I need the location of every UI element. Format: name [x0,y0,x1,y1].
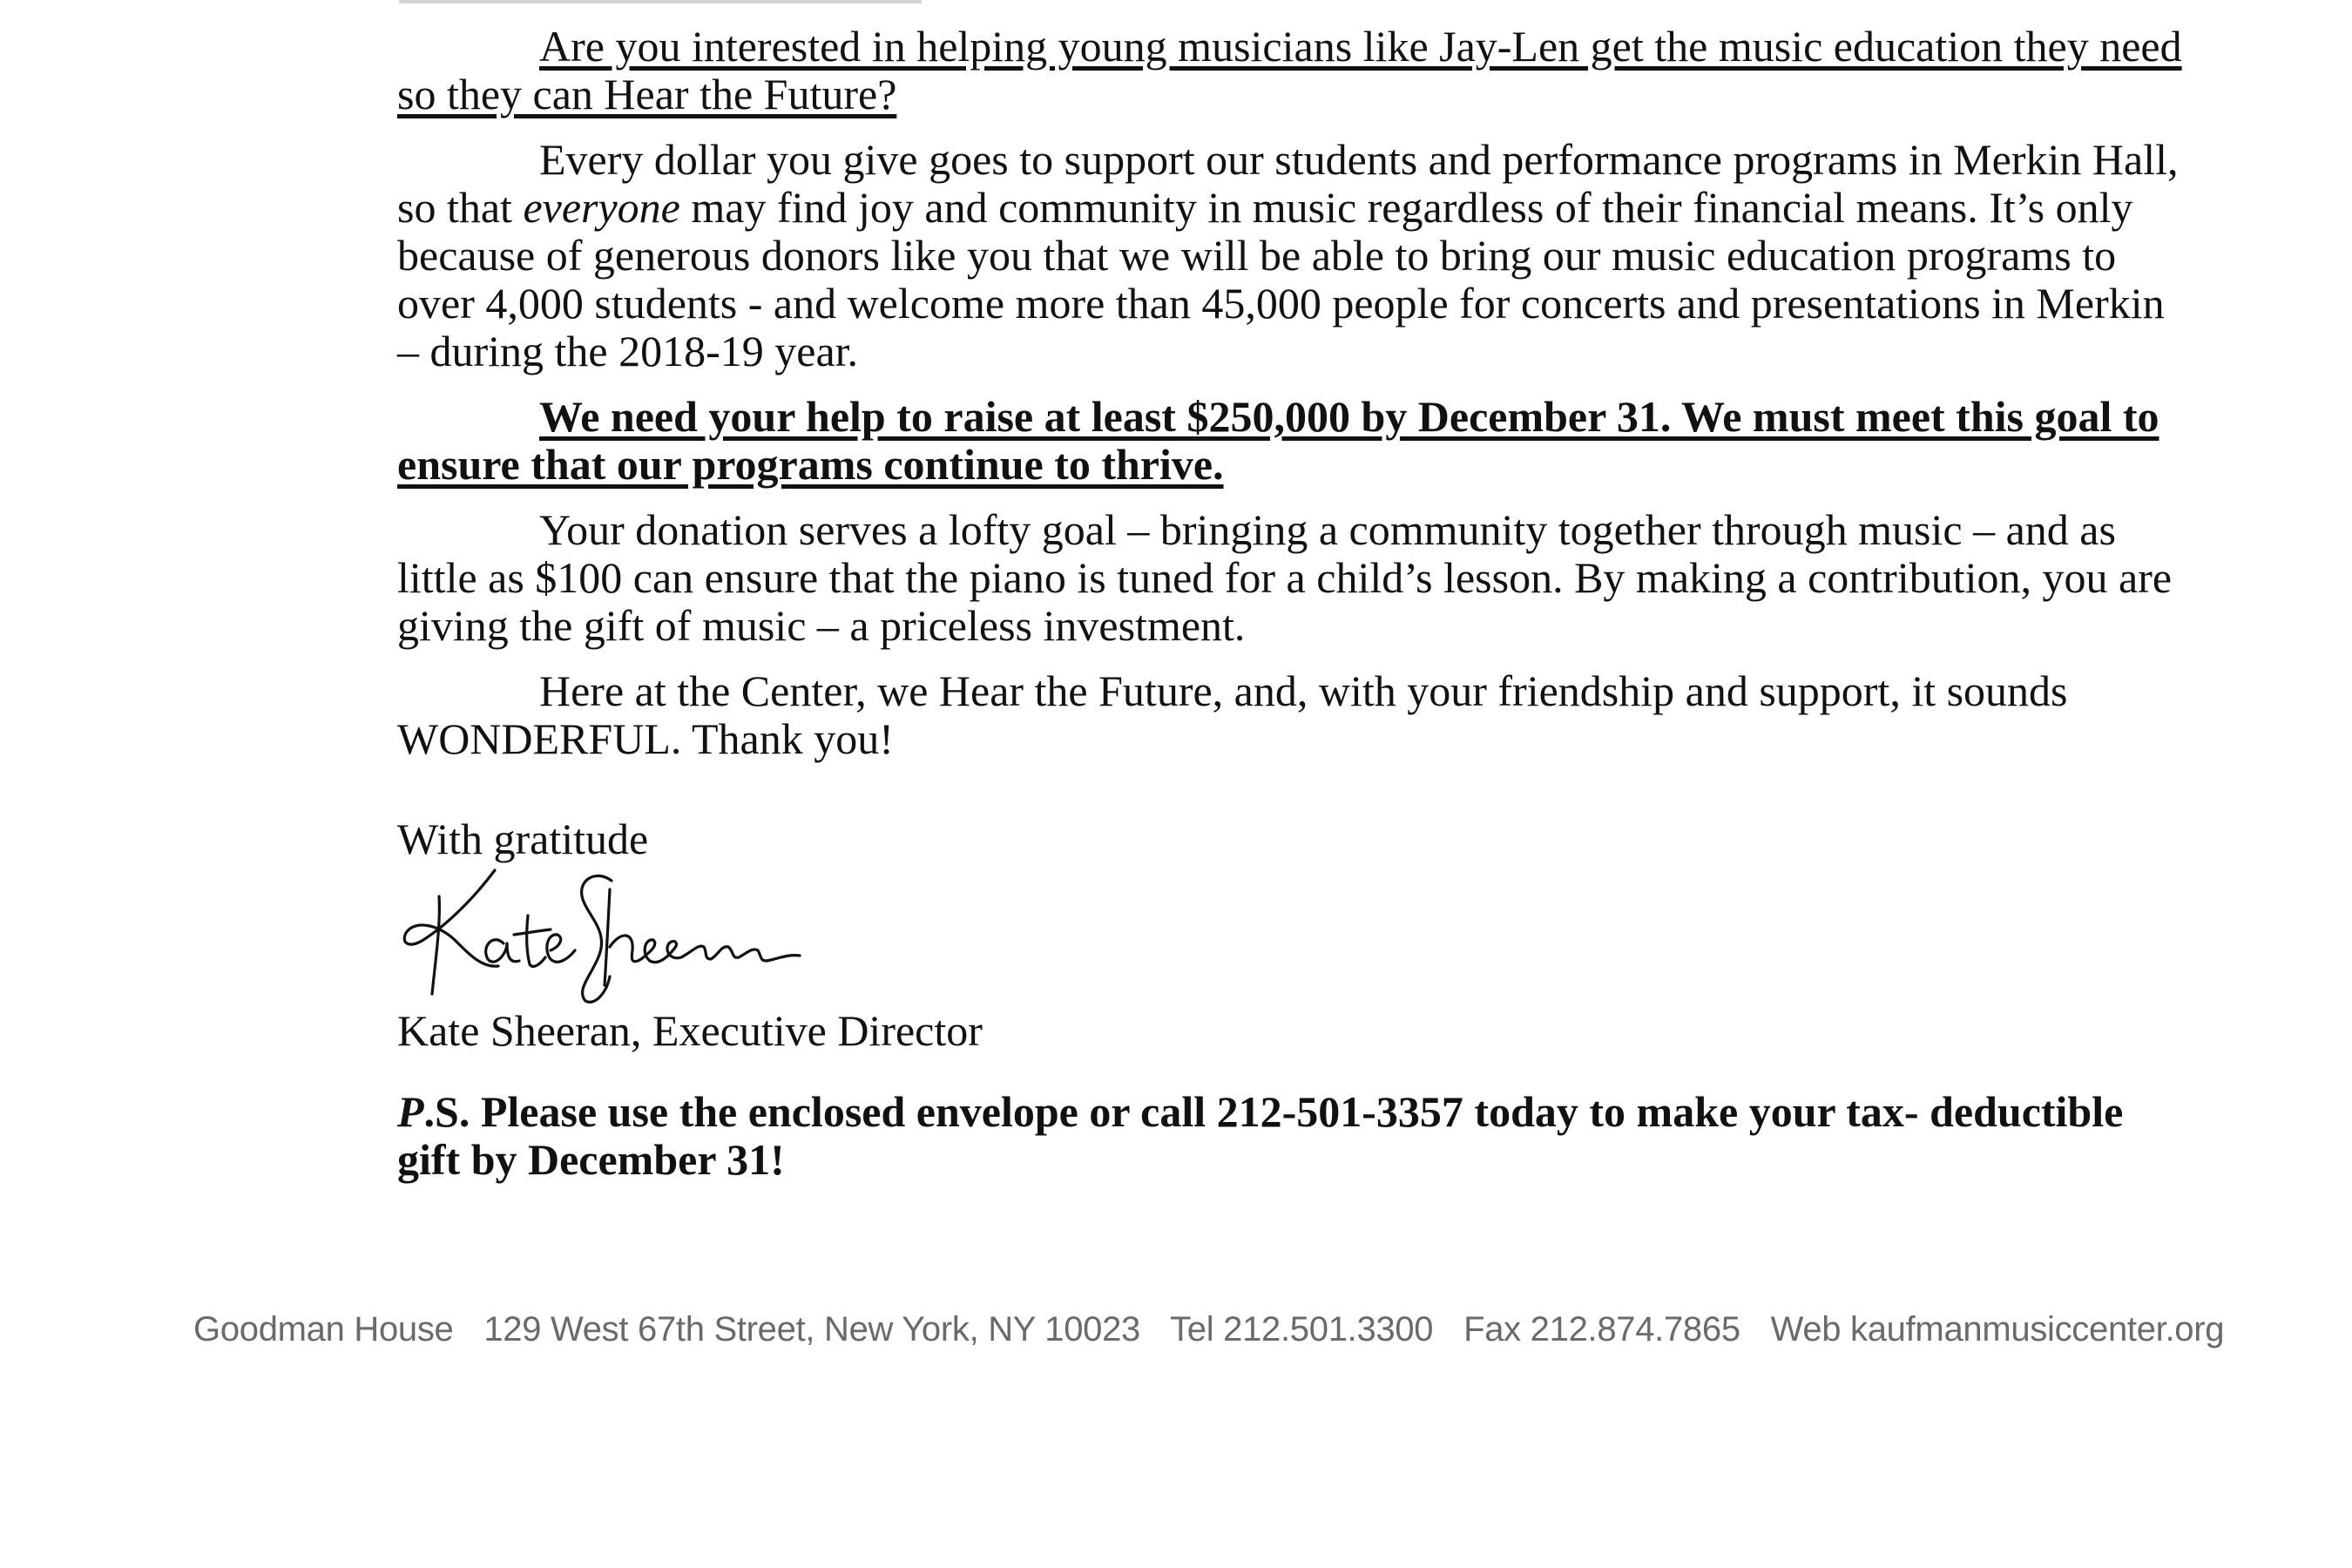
paragraph-intro: Are you interested in helping young musicians like Jay-Len get the music education they need so they can Hear the Future? [397,22,2182,118]
postscript [397,1088,2183,1184]
paragraph-goal: We need your help to raise at least $250,000 by December 31. We must meet this goal to ensure that our programs continue to thrive. [397,392,2159,489]
signer-name-title: Kate Sheeran, Executive Director [397,1006,983,1055]
letterhead-footer [193,1310,2245,1349]
footer-web: Web kaufmanmusiccenter.org [1770,1310,2225,1348]
closing-salutation: With gratitude [397,814,649,863]
paragraph-thank-you: Here at the Center, we Hear the Future, and, with your friendship and support, it sounds WONDERFUL. Thank you! [397,666,2068,763]
footer-tel: Tel 212.501.3300 [1170,1310,1434,1348]
top-divider [399,0,922,3]
postscript-lead: P [397,1087,424,1136]
paragraph-lofty-goal: Your donation serves a lofty goal – bringing a community together through music – and as little as $100 can ensure that the piano is tuned for a child’s lesson. By making a contribution, you are giving the gift of music – a priceless investment. [397,505,2173,650]
footer-fax: Fax 212.874.7865 [1463,1310,1740,1348]
letter-body [397,23,2183,1184]
paragraph-donations-part-1: Every dollar you give goes to support our students and performance programs in Merkin Hall, so that [397,135,2179,232]
footer-address: 129 West 67th Street, New York, NY 10023 [483,1310,1141,1348]
postscript-text: .S. Please use the enclosed envelope or call 212-501-3357 today to make your tax- deductible gift by December 31! [397,1087,2124,1184]
signature-image [397,863,807,1007]
footer-house: Goodman House [193,1310,454,1348]
paragraph-donations-part-2: may find joy and community in music regardless of their financial means. It’s only because of generous donors like you that we will be able to bring our music education programs to over 4,000 students - and welcome more than 45,000 people for concerts and presentations in Merkin – during the 2018-19 year. [397,183,2165,375]
paragraph-donations [397,136,2183,375]
emphasis-everyone: everyone [523,183,680,232]
